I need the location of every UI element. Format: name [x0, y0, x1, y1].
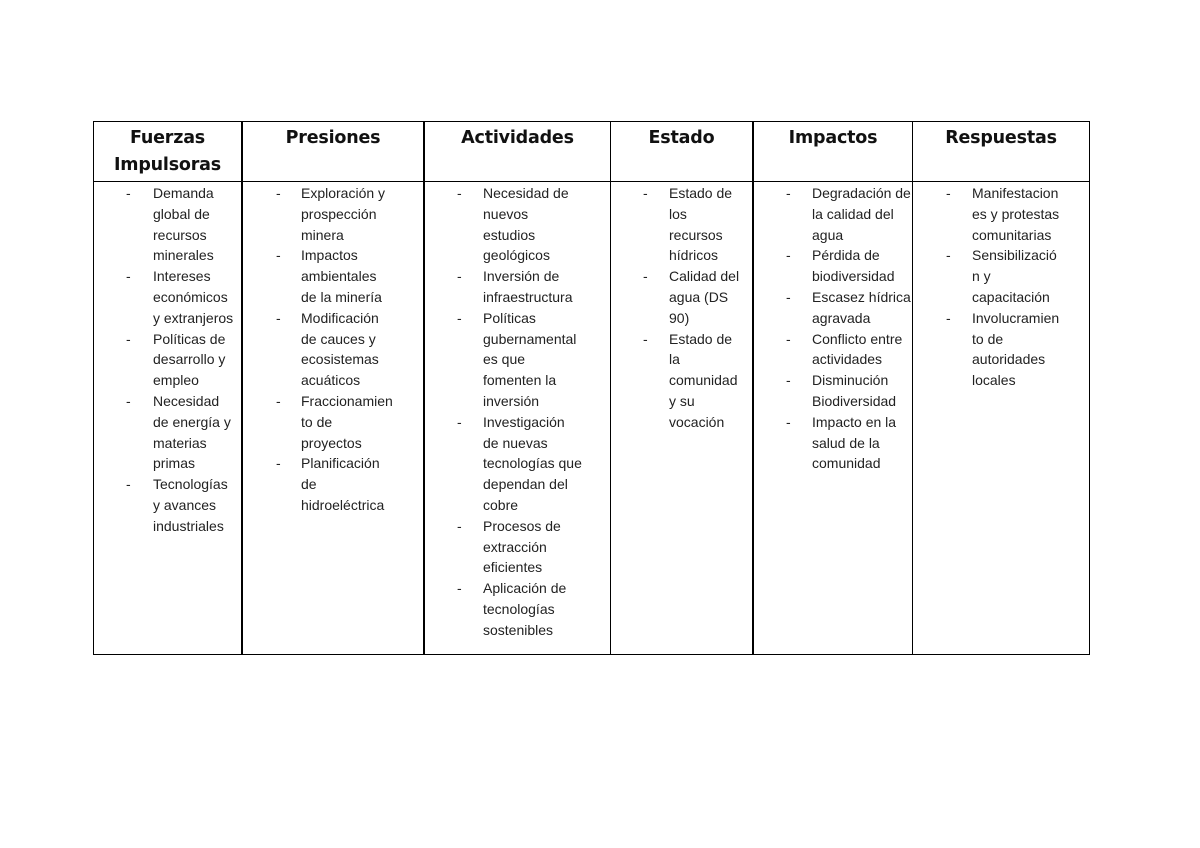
list-item: - Demanda global de recursos minerales: [126, 185, 214, 264]
bullet-dash: -: [786, 185, 791, 201]
heading-text: Impactos: [788, 128, 878, 148]
bullet-dash: -: [276, 309, 281, 326]
bullet-dash: -: [643, 268, 648, 285]
bullet-dash: -: [457, 268, 462, 285]
bullet-dash: -: [786, 247, 791, 264]
bullet-dash: -: [457, 580, 462, 597]
bullet-dash: -: [786, 288, 791, 305]
column-items: [243, 182, 394, 516]
column-items: [611, 182, 743, 433]
heading-text: Fuerzas Impulsoras: [113, 128, 222, 175]
column-heading: [425, 122, 610, 182]
list-item: - Sensibilización y capacitación: [946, 247, 1057, 305]
column-heading: [611, 122, 752, 182]
list-item: - Modificación de cauces y ecosistemas acuáticos: [276, 309, 379, 389]
bullet-dash: -: [126, 476, 131, 493]
heading-text: Respuestas: [945, 128, 1057, 148]
bullet-dash: -: [786, 413, 791, 430]
column-heading: [913, 122, 1089, 182]
list-item: - Manifestaciones y protestas comunitarias: [946, 185, 1060, 243]
list-item: - Necesidad de energía y materias primas: [126, 392, 231, 472]
list-item: - Calidad del agua (DS 90): [643, 268, 740, 326]
column-items: [425, 182, 582, 641]
list-item: - Conflicto entre actividades: [786, 330, 903, 368]
bullet-dash: -: [126, 330, 131, 347]
bullet-dash: -: [457, 185, 462, 201]
bullet-dash: -: [126, 185, 131, 201]
bullet-dash: -: [126, 268, 131, 285]
column-presiones: [243, 122, 425, 654]
bullet-dash: -: [946, 309, 951, 326]
bullet-dash: -: [276, 455, 281, 472]
bullet-dash: -: [946, 247, 951, 264]
bullet-dash: -: [276, 185, 281, 201]
list-item: - Disminución Biodiversidad: [786, 372, 897, 409]
list-item: - Escasez hídrica agravada: [786, 288, 911, 326]
list-item: - Pérdida de biodiversidad: [786, 247, 895, 285]
bullet-dash: -: [276, 392, 281, 409]
bullet-dash: -: [946, 185, 951, 201]
bullet-dash: -: [457, 413, 462, 430]
list-item: - Impacto en la salud de la comunidad: [786, 413, 897, 472]
column-heading: [754, 122, 912, 182]
list-item: - Inversión de infraestructura: [457, 268, 573, 305]
bullet-dash: -: [457, 517, 462, 534]
bullet-dash: -: [786, 330, 791, 347]
list-item: - Intereses económicos y extranjeros: [126, 268, 234, 326]
list-item: - Procesos de extracción eficientes: [457, 517, 561, 576]
list-item: - Fraccionamiento de proyectos: [276, 392, 393, 451]
heading-text: Actividades: [461, 128, 574, 148]
column-heading: [243, 122, 423, 182]
bullet-dash: -: [276, 247, 281, 264]
list-item: - Aplicación de tecnologías sostenibles: [457, 580, 567, 638]
bullet-dash: -: [786, 372, 791, 389]
column-items: [94, 182, 236, 537]
list-item: - Planificación de hidroeléctrica: [276, 455, 385, 513]
list-item: - Necesidad de nuevos estudios geológicos: [457, 185, 569, 264]
bullet-dash: -: [457, 309, 462, 326]
list-item: - Políticas gubernamentales que fomenten la inversión: [457, 309, 577, 409]
bullet-dash: -: [126, 392, 131, 409]
list-item: - Estado de los recursos hídricos: [643, 185, 733, 264]
column-heading: [94, 122, 241, 182]
column-actividades: [425, 122, 611, 654]
heading-text: Estado: [648, 128, 715, 148]
bullet-dash: -: [643, 185, 648, 201]
list-item: - Impactos ambientales de la minería: [276, 247, 382, 305]
list-item: - Tecnologías y avances industriales: [126, 476, 228, 534]
list-item: - Investigación de nuevas tecnologías que dependan del cobre: [457, 413, 582, 513]
list-item: - Degradación de la calidad del agua: [786, 185, 911, 243]
column-impactos: [754, 122, 913, 654]
list-item: - Estado de la comunidad y su vocación: [643, 330, 738, 430]
column-respuestas: [913, 122, 1089, 654]
heading-text: Presiones: [285, 128, 381, 148]
dpsir-table: [93, 121, 1090, 655]
list-item: - Involucramiento de autoridades locales: [946, 309, 1060, 389]
column-fuerzas-impulsoras: [94, 122, 243, 654]
bullet-dash: -: [643, 330, 648, 347]
column-estado: [611, 122, 754, 654]
column-items: [754, 182, 911, 474]
list-item: - Políticas de desarrollo y empleo: [126, 330, 226, 389]
column-items: [913, 182, 1063, 391]
list-item: - Exploración y prospección minera: [276, 185, 386, 243]
